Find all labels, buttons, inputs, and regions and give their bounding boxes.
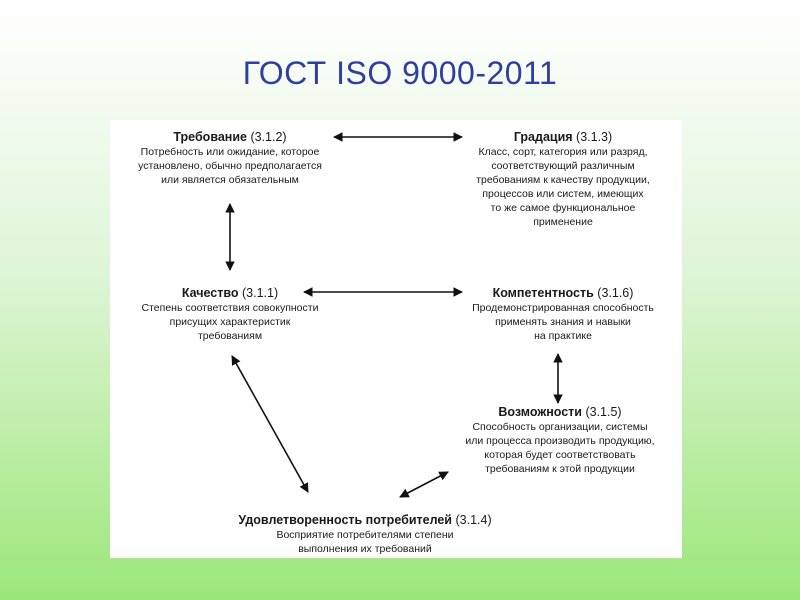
node-competence-description: Продемонстрированная способность применять знания и навыки на практике bbox=[472, 302, 654, 342]
node-quality-heading bbox=[115, 285, 345, 301]
slide-title: ГОСТ ISO 9000-2011 bbox=[242, 55, 558, 91]
node-competence bbox=[448, 285, 678, 343]
node-requirement-term: Требование bbox=[173, 130, 247, 144]
node-satisfaction bbox=[200, 512, 530, 556]
node-requirement-heading bbox=[115, 129, 345, 145]
node-satisfaction-heading bbox=[200, 512, 530, 528]
node-grade-description: Класс, сорт, категория или разряд, соответствующий различным требованиям к качеству продукции, процессов или систем, имеющих то же самое функциональное применение bbox=[476, 146, 650, 228]
node-grade bbox=[448, 129, 678, 229]
node-grade-heading bbox=[448, 129, 678, 145]
node-requirement-code: (3.1.2) bbox=[250, 130, 287, 144]
node-capability-code: (3.1.5) bbox=[585, 405, 622, 419]
node-satisfaction-term: Удовлетворенность потребителей bbox=[238, 513, 452, 527]
node-quality-description: Степень соответствия совокупности присущих характеристик требованиям bbox=[141, 302, 319, 342]
node-quality-term: Качество bbox=[181, 286, 239, 300]
node-competence-heading bbox=[448, 285, 678, 301]
arrow-quality-satisfaction bbox=[232, 356, 308, 492]
node-capability-description: Способность организации, системы или процесса производить продукцию, которая будет соответствовать требованиям к этой продукции bbox=[465, 421, 655, 475]
node-grade-code: (3.1.3) bbox=[576, 130, 613, 144]
node-competence-code: (3.1.6) bbox=[597, 286, 634, 300]
node-requirement bbox=[115, 129, 345, 187]
node-capability-term: Возможности bbox=[498, 405, 582, 419]
node-requirement-description: Потребность или ожидание, которое установлено, обычно предполагается или является обязательным bbox=[138, 146, 322, 186]
node-grade-term: Градация bbox=[513, 130, 573, 144]
node-quality-code: (3.1.1) bbox=[242, 286, 279, 300]
node-satisfaction-description: Восприятие потребителями степени выполнения их требований bbox=[276, 529, 454, 555]
node-capability bbox=[440, 404, 680, 476]
node-quality bbox=[115, 285, 345, 343]
gost-terms-diagram bbox=[110, 120, 682, 558]
node-satisfaction-code: (3.1.4) bbox=[455, 513, 492, 527]
node-capability-heading bbox=[440, 404, 680, 420]
node-competence-term: Компетентность bbox=[492, 286, 594, 300]
